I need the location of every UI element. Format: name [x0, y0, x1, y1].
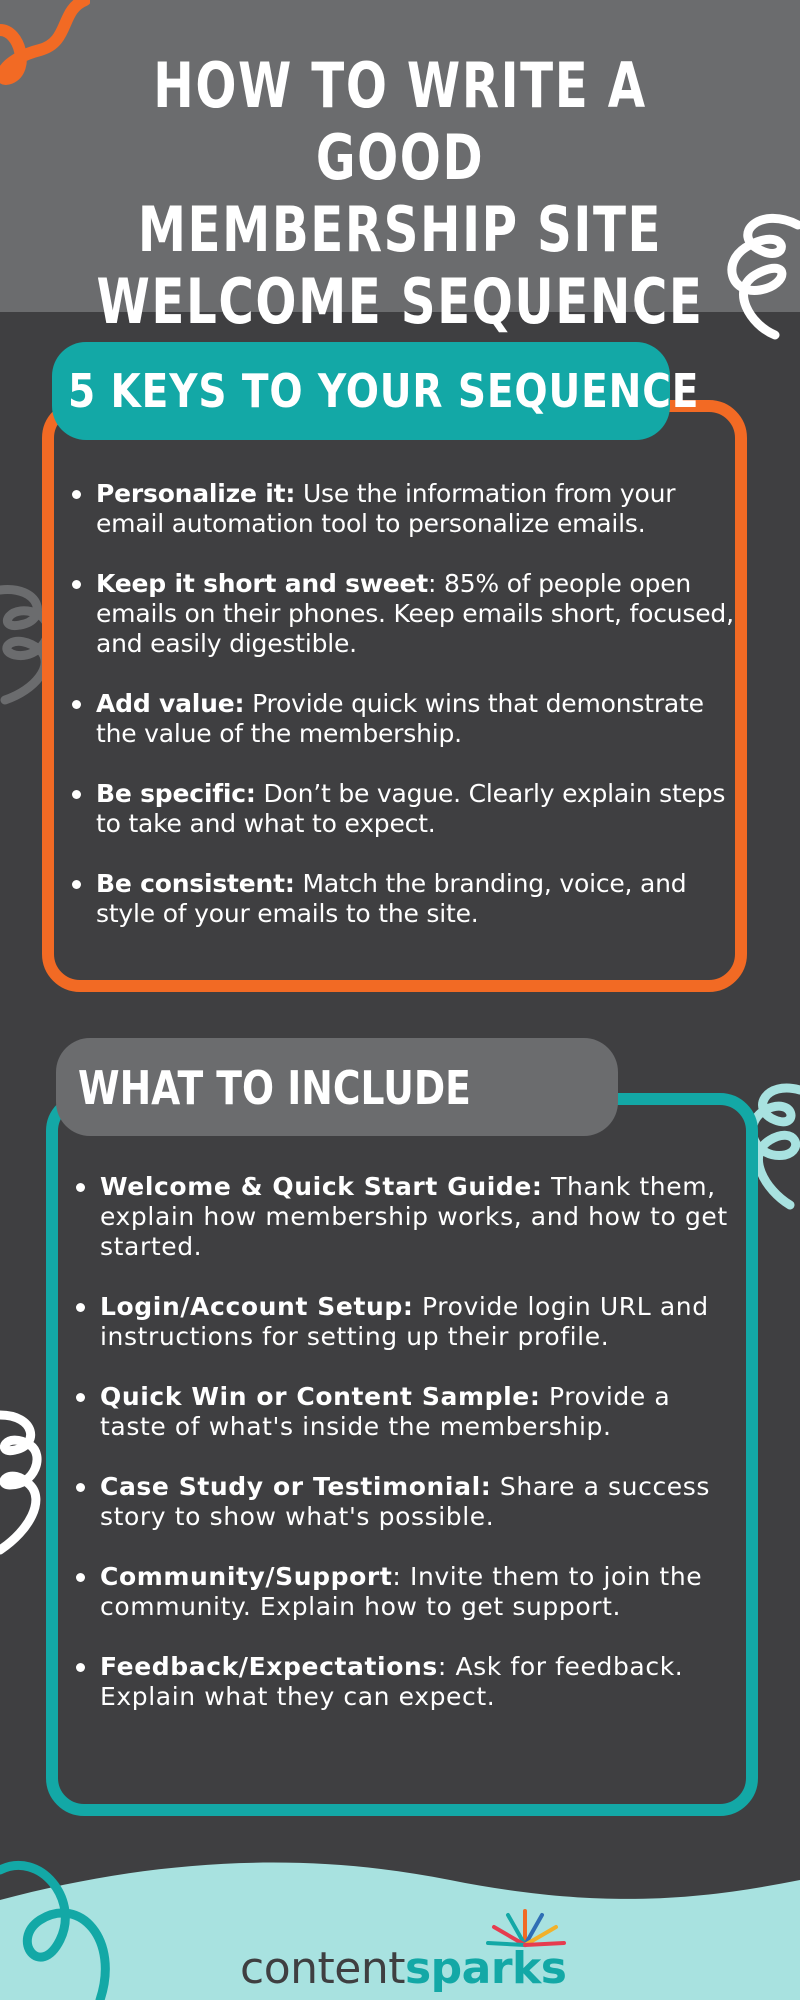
item-text: Share a success story to show what's possible. — [100, 1472, 711, 1531]
list-item — [72, 1292, 742, 1352]
white-squiggle-left-decoration — [0, 1410, 45, 1560]
item-text: Provide login URL and instructions for setting up their profile. — [100, 1292, 709, 1351]
title-line-2: MEMBERSHIP SITE — [137, 193, 663, 266]
page-title — [88, 50, 712, 338]
include-list — [72, 1172, 742, 1742]
item-label: Personalize it: — [96, 479, 296, 508]
item-text: : 85% of people open emails on their phones. Keep emails short, focused, and easily digestible. — [96, 569, 734, 658]
item-label: Be consistent: — [96, 869, 295, 898]
list-item — [68, 689, 738, 749]
item-text: Match the branding, voice, and style of your emails to the site. — [96, 869, 687, 928]
item-text: Use the information from your email automation tool to personalize emails. — [96, 479, 676, 538]
orange-squiggle-decoration — [0, 0, 90, 90]
logo-word-sparks: sparks — [404, 1943, 567, 1994]
item-label: Be specific: — [96, 779, 256, 808]
list-item — [68, 479, 738, 539]
item-label: Community/Support — [100, 1562, 393, 1591]
item-label: Add value: — [96, 689, 245, 718]
item-label: Feedback/Expectations — [100, 1652, 438, 1681]
item-text: Provide quick wins that demonstrate the value of the membership. — [96, 689, 704, 748]
item-text: : Invite them to join the community. Explain how to get support. — [100, 1562, 703, 1621]
contentsparks-logo — [240, 1945, 567, 1993]
keys-heading: 5 KEYS TO YOUR SEQUENCE — [68, 364, 700, 418]
item-text: Don’t be vague. Clearly explain steps to take and what to expect. — [96, 779, 726, 838]
item-label: Keep it short and sweet — [96, 569, 429, 598]
title-line-1: HOW TO WRITE A GOOD — [153, 49, 647, 194]
keys-list — [68, 479, 738, 959]
white-squiggle-decoration — [720, 205, 800, 340]
list-item — [72, 1382, 742, 1442]
list-item — [68, 869, 738, 929]
item-label: Login/Account Setup: — [100, 1292, 414, 1321]
list-item — [72, 1562, 742, 1622]
include-heading: WHAT TO INCLUDE — [78, 1061, 471, 1115]
item-text: Thank them, explain how membership works, and how to get started. — [100, 1172, 728, 1261]
list-item — [72, 1472, 742, 1532]
list-item — [72, 1652, 742, 1712]
logo-word-content: content — [240, 1943, 405, 1994]
list-item — [68, 569, 738, 659]
list-item — [68, 779, 738, 839]
item-label: Quick Win or Content Sample: — [100, 1382, 541, 1411]
item-label: Welcome & Quick Start Guide: — [100, 1172, 543, 1201]
item-text: : Ask for feedback. Explain what they can expect. — [100, 1652, 684, 1711]
title-line-3: WELCOME SEQUENCE — [96, 265, 704, 338]
item-label: Case Study or Testimonial: — [100, 1472, 492, 1501]
list-item — [72, 1172, 742, 1262]
item-text: Provide a taste of what's inside the membership. — [100, 1382, 671, 1441]
